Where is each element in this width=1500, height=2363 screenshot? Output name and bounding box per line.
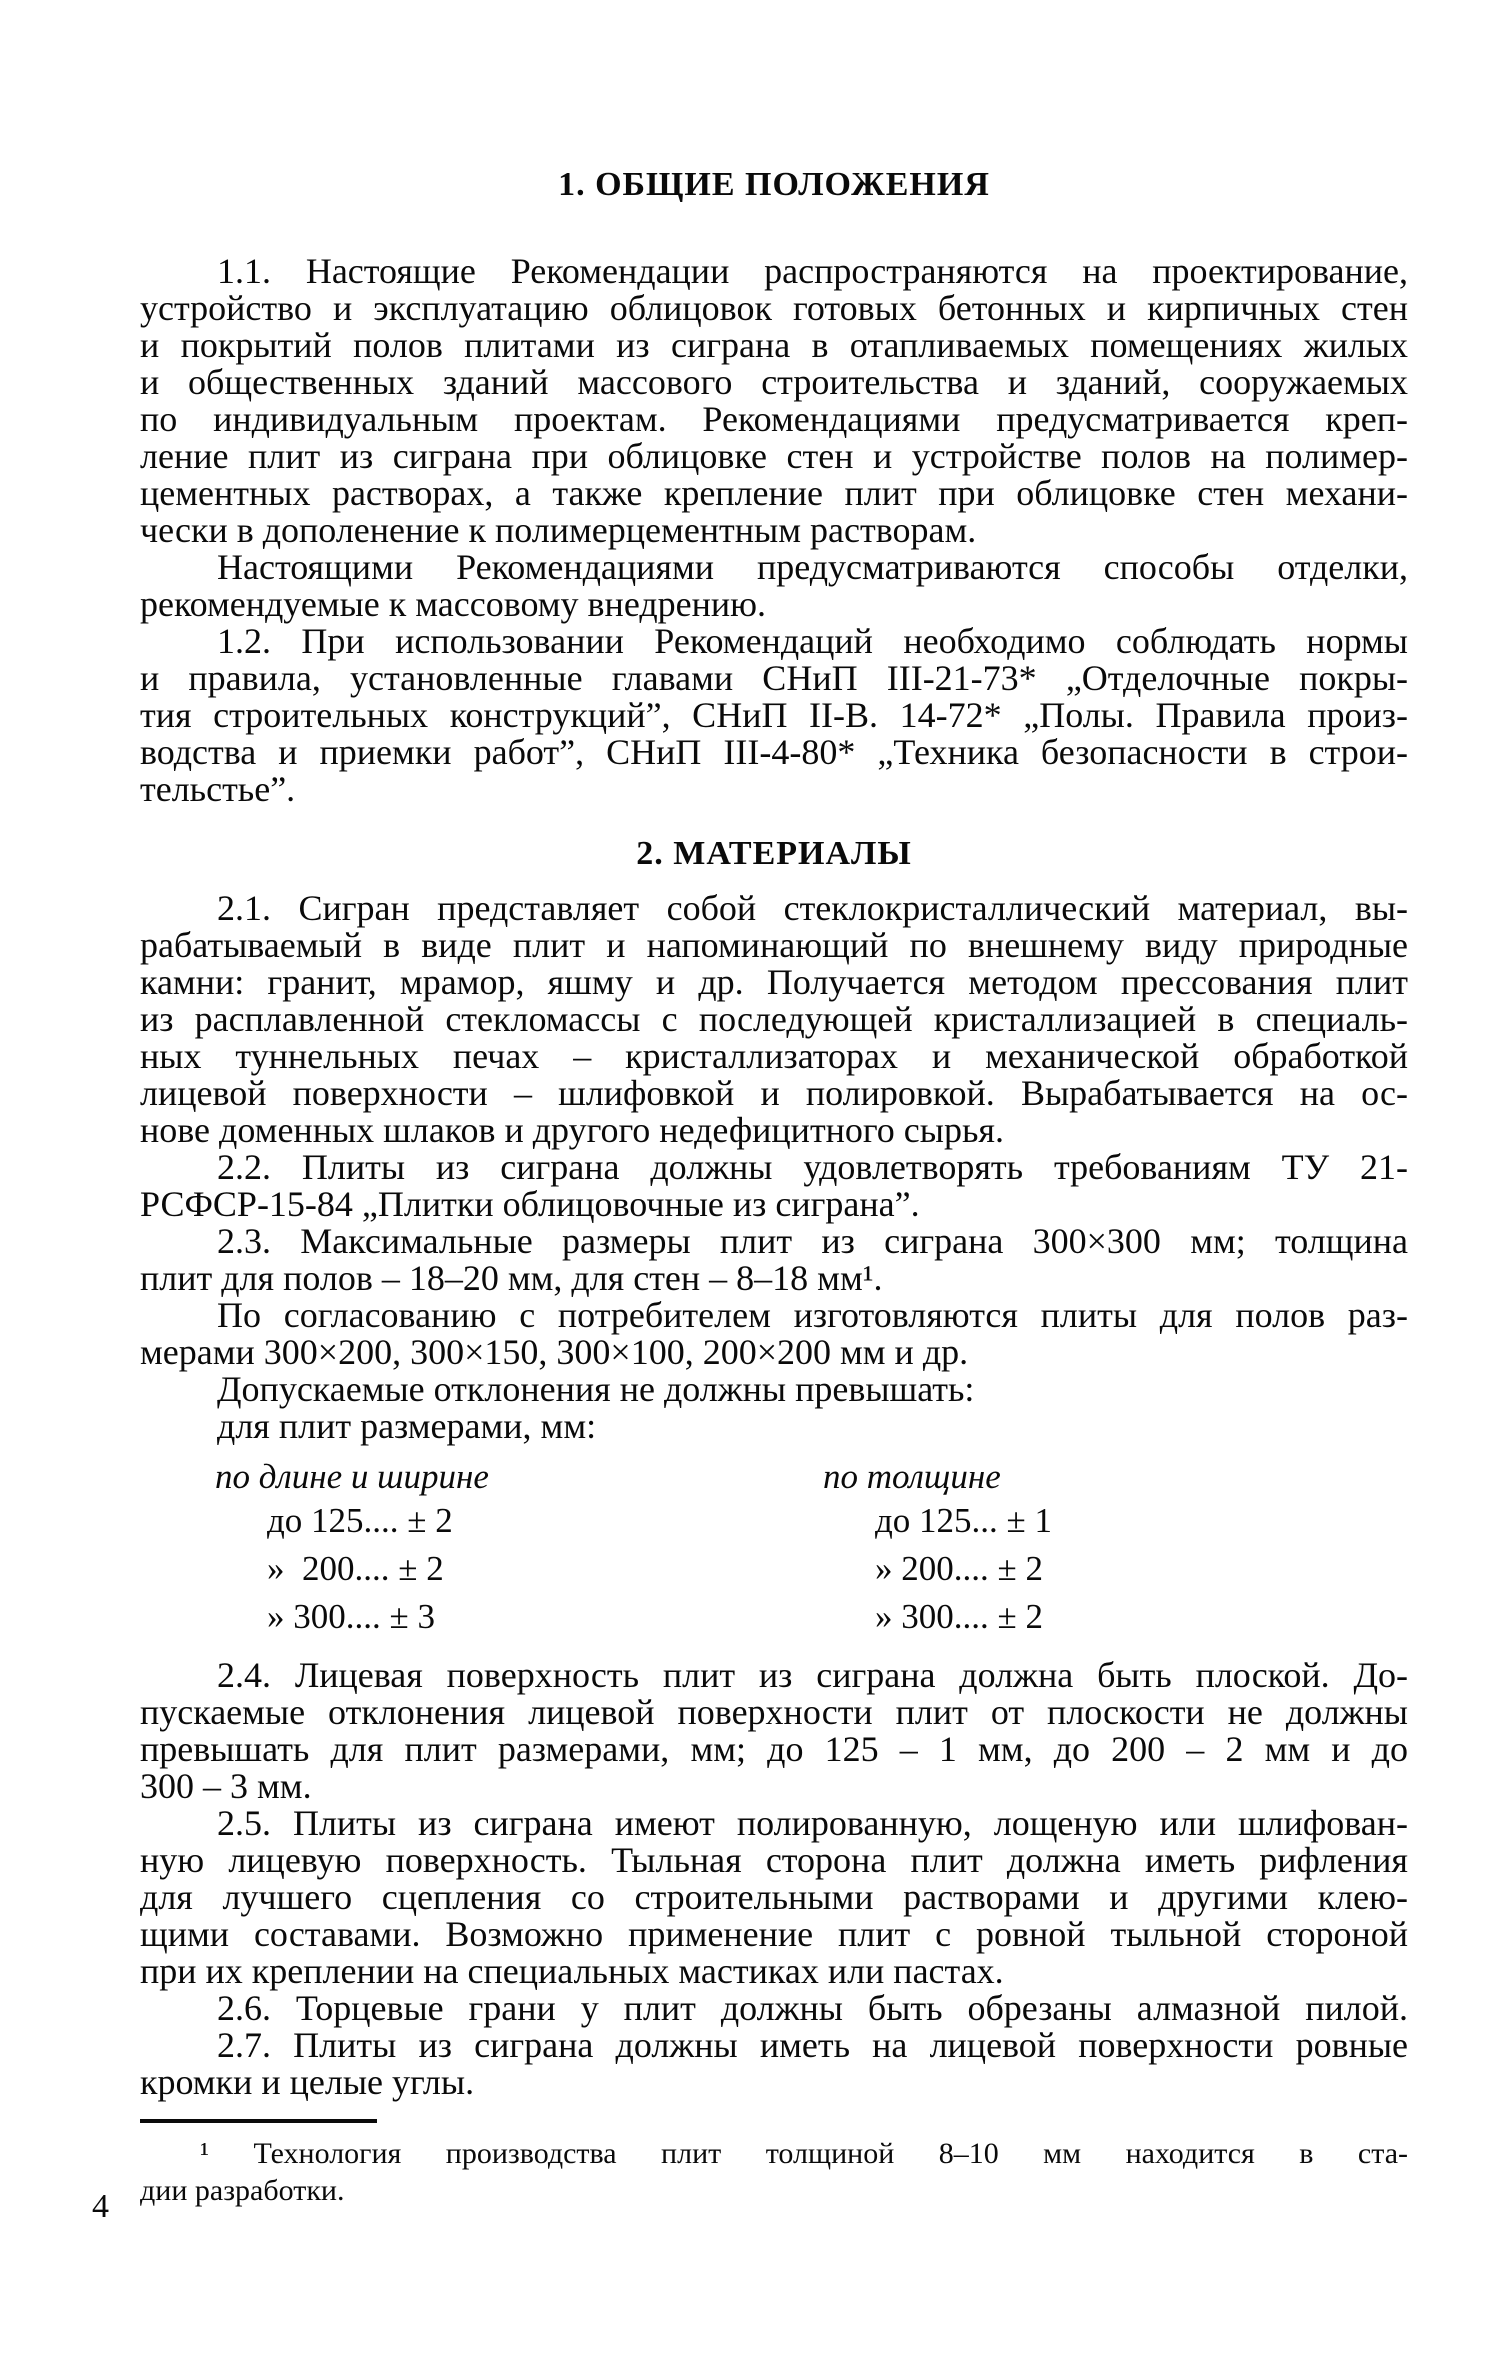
text-line: рабатываемый в виде плит и напоминающий по внешнему виду природные xyxy=(140,925,1408,965)
text-line: камни: гранит, мрамор, яшму и др. Получается методом прессования плит xyxy=(140,962,1408,1002)
footnote-line: ¹ Технология производства плит толщиной 8–10 мм находится в ста- xyxy=(200,2137,1408,2170)
text-line: нове доменных шлаков и другого недефицитного сырья. xyxy=(140,1110,1004,1150)
text-line: Допускаемые отклонения не должны превышать: xyxy=(217,1369,975,1409)
page-number: 4 xyxy=(92,2188,109,2225)
text-line: 2.6. Торцевые грани у плит должны быть обрезаны алмазной пилой. xyxy=(217,1988,1408,2028)
text-line: 1.2. При использовании Рекомендаций необходимо соблюдать нормы xyxy=(217,621,1408,661)
text-line: кромки и целые углы. xyxy=(140,2062,475,2102)
document-content xyxy=(140,165,1408,2209)
paragraph-1-1-note xyxy=(140,549,1408,623)
text-line: чески в дополенение к полимерцементным растворам. xyxy=(140,510,977,550)
text-line: мерами 300×200, 300×150, 300×100, 200×200 мм и др. xyxy=(140,1332,969,1372)
text-line: водства и приемки работ”, СНиП III-4-80* „Техника безопасности в строи- xyxy=(140,732,1408,772)
tolerance-row: до 125.... ± 2 xyxy=(267,1501,453,1540)
text-line: тельстье”. xyxy=(140,769,296,809)
paragraph-2-4 xyxy=(140,1657,1408,1805)
footnote-line: дии разработки. xyxy=(140,2174,345,2207)
paragraph-2-5 xyxy=(140,1805,1408,1990)
text-line: По согласованию с потребителем изготовляются плиты для полов раз- xyxy=(217,1295,1408,1335)
text-line: устройство и эксплуатацию облицовок готовых бетонных и кирпичных стен xyxy=(140,288,1408,328)
text-line: 2.1. Сигран представляет собой стеклокристаллический материал, вы- xyxy=(217,888,1408,928)
text-line: щими составами. Возможно применение плит с ровной тыльной стороной xyxy=(140,1914,1408,1954)
text-line: ных туннельных печах – кристаллизаторах и механической обработкой xyxy=(140,1036,1408,1076)
text-line: при их креплении на специальных мастиках или пастах. xyxy=(140,1951,1004,1991)
text-line: превышать для плит размерами, мм; до 125 – 1 мм, до 200 – 2 мм и до xyxy=(140,1729,1408,1769)
paragraph-2-3 xyxy=(140,1223,1408,1297)
text-line: 300 – 3 мм. xyxy=(140,1766,312,1806)
text-line: для лучшего сцепления со строительными растворами и другими клею- xyxy=(140,1877,1408,1917)
tolerance-row: » 300.... ± 2 xyxy=(875,1597,1043,1636)
tolerance-column-thickness xyxy=(823,1457,1052,1641)
text-line: 2.7. Плиты из сиграна должны иметь на лицевой поверхности ровные xyxy=(217,2025,1408,2065)
text-line: и покрытий полов плитами из сиграна в отапливаемых помещениях жилых xyxy=(140,325,1408,365)
paragraph-1-2 xyxy=(140,623,1408,808)
text-line: по индивидуальным проектам. Рекомендациями предусматривается креп- xyxy=(140,399,1408,439)
paragraph-1-1 xyxy=(140,253,1408,549)
tolerance-row: » 300.... ± 3 xyxy=(267,1597,435,1636)
text-line: ление плит из сиграна при облицовке стен и устройстве полов на полимер- xyxy=(140,436,1408,476)
text-line: 2.3. Максимальные размеры плит из сиграна 300×300 мм; толщина xyxy=(217,1221,1408,1261)
text-line: Настоящими Рекомендациями предусматриваются способы отделки, xyxy=(217,547,1408,587)
text-line: цементных растворах, а также крепление плит при облицовке стен механи- xyxy=(140,473,1408,513)
text-line: 2.4. Лицевая поверхность плит из сиграна должна быть плоской. До- xyxy=(217,1655,1408,1695)
text-line: РСФСР-15-84 „Плитки облицовочные из сиграна”. xyxy=(140,1184,920,1224)
column-header: по длине и ширине xyxy=(215,1457,489,1496)
text-line: лицевой поверхности – шлифовкой и полировкой. Вырабатывается на ос- xyxy=(140,1073,1408,1113)
paragraph-2-3-deviations xyxy=(140,1371,1408,1445)
text-line: пускаемые отклонения лицевой поверхности плит от плоскости не должны xyxy=(140,1692,1408,1732)
text-line: 1.1. Настоящие Рекомендации распространяются на проектирование, xyxy=(217,251,1408,291)
paragraph-2-6 xyxy=(140,1990,1408,2027)
text-line: для плит размерами, мм: xyxy=(217,1406,597,1446)
paragraph-2-7 xyxy=(140,2027,1408,2101)
text-line: и общественных зданий массового строительства и зданий, сооружаемых xyxy=(140,362,1408,402)
text-line: из расплавленной стекломассы с последующей кристаллизацией в специаль- xyxy=(140,999,1408,1039)
tolerance-row: » 200.... ± 2 xyxy=(267,1549,444,1588)
footnote-rule xyxy=(140,2119,377,2123)
tolerance-row: до 125... ± 1 xyxy=(875,1501,1053,1540)
tolerance-table xyxy=(140,1457,1408,1643)
text-line: тия строительных конструкций”, СНиП II-В. 14-72* „Полы. Правила произ- xyxy=(140,695,1408,735)
text-line: 2.2. Плиты из сиграна должны удовлетворять требованиям ТУ 21- xyxy=(217,1147,1408,1187)
footnote xyxy=(140,2119,1408,2209)
paragraph-2-3-sizes xyxy=(140,1297,1408,1371)
tolerance-row: » 200.... ± 2 xyxy=(875,1549,1043,1588)
column-header: по толщине xyxy=(823,1457,1001,1496)
text-line: 2.5. Плиты из сиграна имеют полированную, лощеную или шлифован- xyxy=(217,1803,1408,1843)
paragraph-2-1 xyxy=(140,890,1408,1149)
text-line: ную лицевую поверхность. Тыльная сторона плит должна иметь рифления xyxy=(140,1840,1408,1880)
section-heading-materials: 2. МАТЕРИАЛЫ xyxy=(636,835,912,872)
text-line: рекомендуемые к массовому внедрению. xyxy=(140,584,767,624)
text-line: и правила, установленные главами СНиП III-21-73* „Отделочные покры- xyxy=(140,658,1408,698)
paragraph-2-2 xyxy=(140,1149,1408,1223)
tolerance-column-length-width xyxy=(215,1457,489,1641)
section-heading-general: 1. ОБЩИЕ ПОЛОЖЕНИЯ xyxy=(558,166,990,203)
text-line: плит для полов – 18–20 мм, для стен – 8–18 мм¹. xyxy=(140,1258,883,1298)
